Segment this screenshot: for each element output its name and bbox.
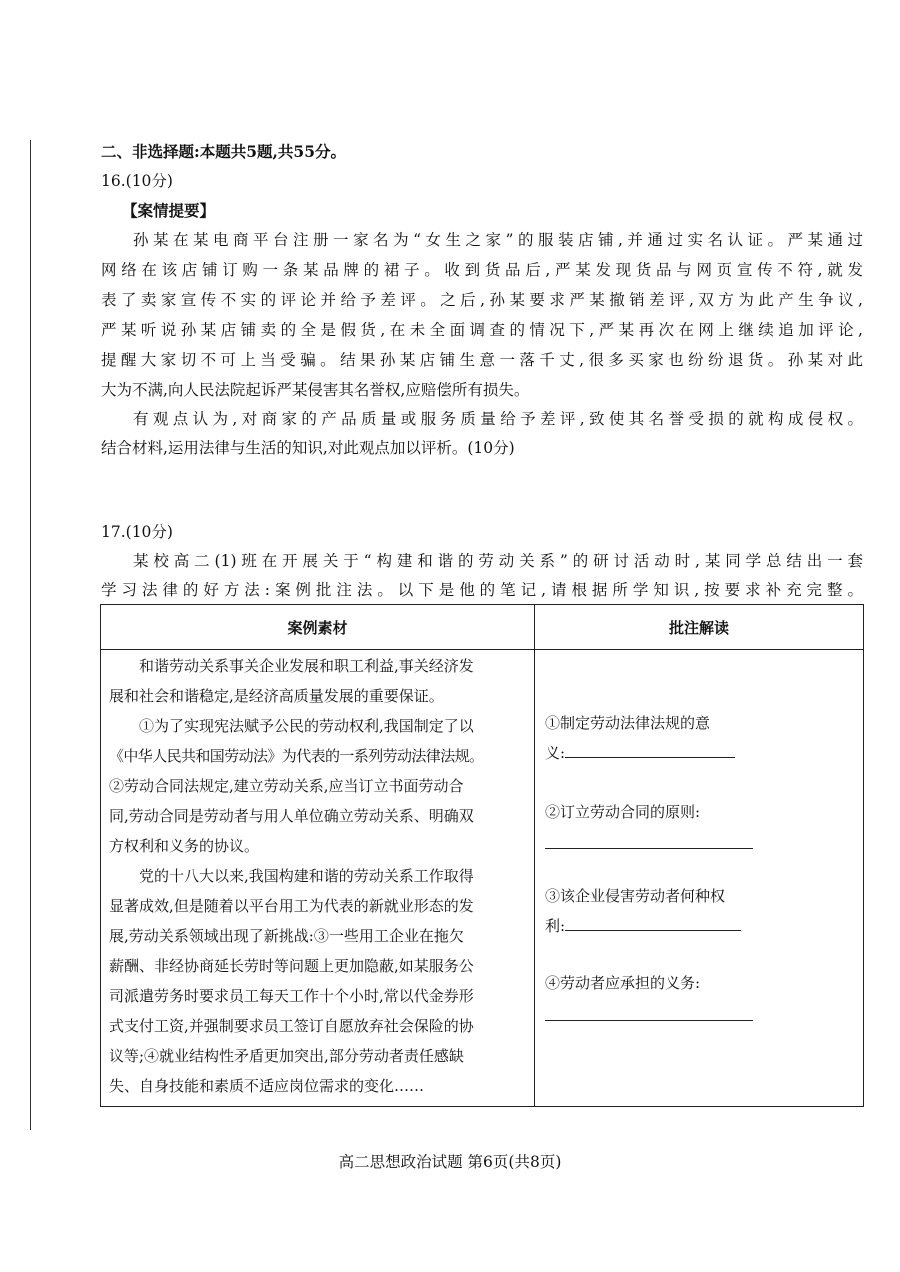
material-line: 显著成效,但是随着以平台用工为代表的新就业形态的发 — [109, 897, 474, 915]
case-line: 网络在该店铺订购一条某品牌的裙子。收到货品后,严某发现货品与网页宣传不符,就发 — [101, 261, 863, 279]
case-line: 大为不满,向人民法院起诉严某侵害其名誉权,应赔偿所有损失。 — [101, 381, 530, 399]
note-1-label: 义: — [545, 744, 566, 762]
task-line: 结合材料,运用法律与生活的知识,对此观点加以评析。(10分) — [101, 439, 515, 457]
case-label: 【案情提要】 — [122, 201, 216, 220]
note-3-label: 利: — [545, 917, 566, 935]
section-heading: 二、非选择题:本题共5题,共55分。 — [101, 142, 346, 161]
material-line: 《中华人民共和国劳动法》为代表的一系列劳动法律法规。 — [109, 747, 484, 765]
case-line: 提醒大家切不可上当受骗。结果孙某店铺生意一落千丈,很多买家也纷纷退货。孙某对此 — [101, 351, 863, 369]
material-line: ①为了实现宪法赋予公民的劳动权利,我国制定了以 — [139, 717, 474, 735]
material-line: 方权利和义务的协议。 — [109, 837, 260, 855]
material-line: 司派遣劳务时要求员工每天工作十个小时,常以代金券形 — [109, 987, 474, 1005]
material-line: ②劳动合同法规定,建立劳动关系,应当订立书面劳动合 — [109, 777, 464, 795]
annotation-table — [100, 604, 864, 1107]
material-line: 薪酬、非经协商延长劳时等问题上更加隐蔽,如某服务公 — [109, 957, 474, 975]
case-line: 表了卖家宣传不实的评论并给予差评。之后,孙某要求严某撤销差评,双方为此产生争议, — [101, 291, 863, 309]
material-line: 党的十八大以来,我国构建和谐的劳动关系工作取得 — [139, 867, 474, 885]
header-material: 案例素材 — [101, 605, 535, 650]
page-footer: 高二思想政治试题 第6页(共8页) — [338, 1153, 562, 1171]
answer-blank-3[interactable] — [565, 916, 741, 931]
material-line: 议等;④就业结构性矛盾更加突出,部分劳动者责任感缺 — [109, 1047, 464, 1065]
table-body-row — [101, 650, 864, 1107]
note-3-line-2 — [545, 916, 753, 936]
answer-blank-1[interactable] — [565, 743, 735, 758]
note-3-line-1: ③该企业侵害劳动者何种权 — [545, 887, 726, 905]
table-header-row — [101, 605, 864, 650]
material-line: 同,劳动合同是劳动者与用人单位确立劳动关系、明确双 — [109, 807, 474, 825]
answer-blank-4[interactable] — [545, 1020, 753, 1021]
intro-line: 某校高二(1)班在开展关于“构建和谐的劳动关系”的研讨活动时,某同学总结出一套 — [133, 552, 863, 570]
case-line: 孙某在某电商平台注册一家名为“女生之家”的服装店铺,并通过实名认证。严某通过 — [133, 231, 863, 249]
task-line: 有观点认为,对商家的产品质量或服务质量给予差评,致使其名誉受损的就构成侵权。 — [133, 410, 863, 428]
material-cell — [101, 650, 535, 1107]
case-line: 严某听说孙某店铺卖的全是假货,在未全面调查的情况下,严某再次在网上继续追加评论, — [101, 321, 863, 339]
note-1-line-2 — [545, 743, 753, 763]
q16-number: 16.(10分) — [101, 172, 173, 190]
note-1-line-1: ①制定劳动法律法规的意 — [545, 714, 711, 732]
material-line: 失、自身技能和素质不适应岗位需求的变化…… — [109, 1077, 425, 1095]
material-line: 展,劳动关系领域出现了新挑战:③一些用工企业在拖欠 — [109, 927, 464, 945]
q17-number: 17.(10分) — [101, 523, 173, 541]
note-2: ②订立劳动合同的原则: — [545, 803, 701, 821]
header-annotation: 批注解读 — [535, 605, 864, 650]
intro-line: 学习法律的好方法:案例批注法。以下是他的笔记,请根据所学知识,按要求补充完整。 — [101, 581, 863, 599]
annotation-cell — [535, 650, 864, 1107]
answer-blank-2[interactable] — [545, 848, 753, 849]
material-line: 式支付工资,并强制要求员工签订自愿放弃社会保险的协 — [109, 1017, 474, 1035]
note-4: ④劳动者应承担的义务: — [545, 974, 701, 992]
material-line: 和谐劳动关系事关企业发展和职工利益,事关经济发 — [139, 657, 474, 675]
material-line: 展和社会和谐稳定,是经济高质量发展的重要保证。 — [109, 687, 444, 705]
